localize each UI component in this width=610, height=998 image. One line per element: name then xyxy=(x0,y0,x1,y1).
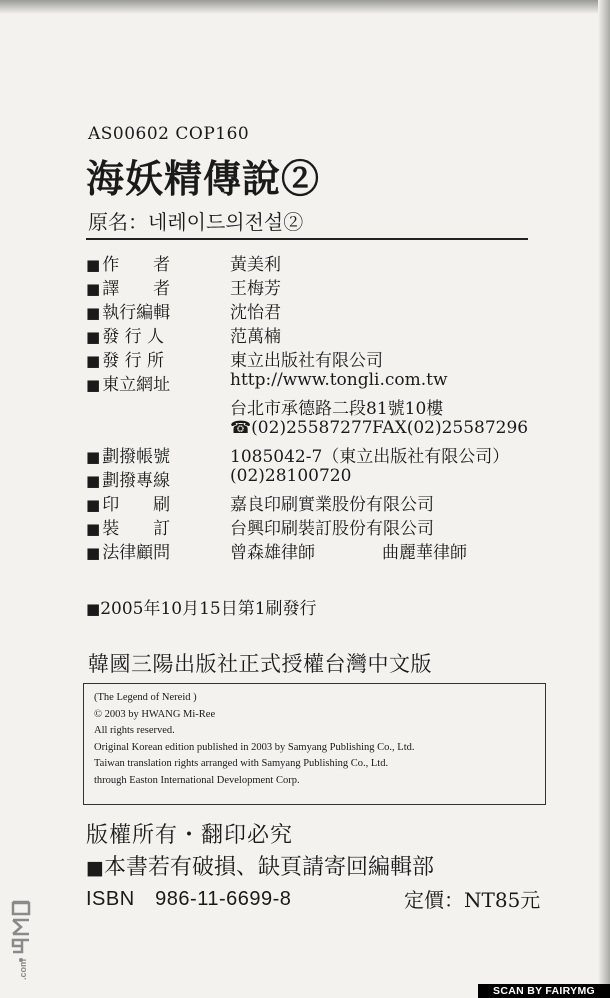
copyright-line: All rights reserved. xyxy=(94,725,175,736)
credit-value: 王梅芳 xyxy=(230,279,281,299)
dm5-logo-icon xyxy=(10,900,32,982)
damage-notice: ■ 本書若有破損、缺頁請寄回編輯部 xyxy=(86,850,434,881)
credit-label: ■ 裝 訂 xyxy=(86,514,170,539)
phone-row xyxy=(86,418,596,442)
credit-label: ■ 劃撥帳號 xyxy=(86,442,170,467)
website-url[interactable]: http://www.tongli.com.tw xyxy=(230,370,448,390)
title-divider xyxy=(86,238,528,240)
credit-row-publishing-house xyxy=(86,346,596,370)
credit-label: ■ 作 者 xyxy=(86,250,170,275)
scan-credit: SCAN BY FAIRYMG xyxy=(478,984,610,998)
credit-row-printing xyxy=(86,490,596,514)
original-title: 原名：네레이드의전설② xyxy=(88,210,304,234)
copyright-line: © 2003 by HWANG Mi-Ree xyxy=(94,708,216,720)
credit-label: ■ 發 行 人 xyxy=(86,322,164,347)
credit-label: ■ 發 行 所 xyxy=(86,346,164,371)
copyright-line: Taiwan translation rights arranged with Samyang Publishing Co., Ltd. xyxy=(94,758,389,769)
telephone: ☎(02)25587277 xyxy=(230,418,373,438)
credit-row-author xyxy=(86,250,596,274)
copyright-line: (The Legend of Nereid ) xyxy=(94,692,197,703)
credit-label: ■ 劃撥專線 xyxy=(86,466,170,491)
credit-value: (02)28100720 xyxy=(230,466,352,486)
credit-label: ■ 東立網址 xyxy=(86,370,170,395)
credit-value: 黃美利 xyxy=(230,255,281,275)
price: 定價：NT85元 xyxy=(404,888,541,912)
isbn: ISBN 986-11-6699-8 xyxy=(86,888,292,910)
copyright-line: through Easton International Development Corp. xyxy=(94,774,300,786)
rights-reserved: 版權所有・翻印必究 xyxy=(86,823,294,848)
credit-value: 沈怡君 xyxy=(230,303,281,323)
credit-label: ■ 譯 者 xyxy=(86,274,170,299)
credit-row-account xyxy=(86,442,596,466)
credit-row-binding xyxy=(86,514,596,538)
credit-row-website xyxy=(86,370,596,394)
publication-date: ■ 2005年10月15日第1刷發行 xyxy=(86,594,317,619)
catalog-code: AS00602 COP160 xyxy=(88,124,250,144)
credit-row-publisher xyxy=(86,322,596,346)
credit-label: ■ 法律顧問 xyxy=(86,538,170,563)
copyright-box xyxy=(83,683,546,805)
credit-value: 東立出版社有限公司 xyxy=(230,351,383,371)
credit-value-2: 曲麗華律師 xyxy=(382,543,467,563)
address: 台北市承德路二段81號10樓 xyxy=(230,399,444,419)
address-row xyxy=(86,394,596,418)
credit-row-legal xyxy=(86,538,596,562)
credit-value: 1085042-7（東立出版社有限公司） xyxy=(230,447,510,467)
page-top-shadow xyxy=(0,0,610,14)
credit-value: 嘉良印刷實業股份有限公司 xyxy=(230,495,434,515)
page-right-shadow xyxy=(598,0,610,998)
svg-text:.com: .com xyxy=(18,958,28,980)
credit-row-translator xyxy=(86,274,596,298)
credit-value: 范萬楠 xyxy=(230,327,281,347)
credit-row-editor xyxy=(86,298,596,322)
credit-value: 曾森雄律師 xyxy=(230,543,315,563)
copyright-line: Original Korean edition published in 2003 by Samyang Publishing Co., Ltd. xyxy=(94,741,415,753)
credit-value: 台興印刷裝訂股份有限公司 xyxy=(230,519,434,539)
credits-list xyxy=(86,250,596,562)
credit-label: ■ 印 刷 xyxy=(86,490,170,515)
book-title: 海妖精傳說② xyxy=(86,156,321,201)
authorization-statement: 韓國三陽出版社正式授權台灣中文版 xyxy=(88,652,432,676)
credit-label: ■ 執行編輯 xyxy=(86,298,170,323)
fax: FAX(02)25587296 xyxy=(372,418,529,438)
credit-row-hotline xyxy=(86,466,596,490)
